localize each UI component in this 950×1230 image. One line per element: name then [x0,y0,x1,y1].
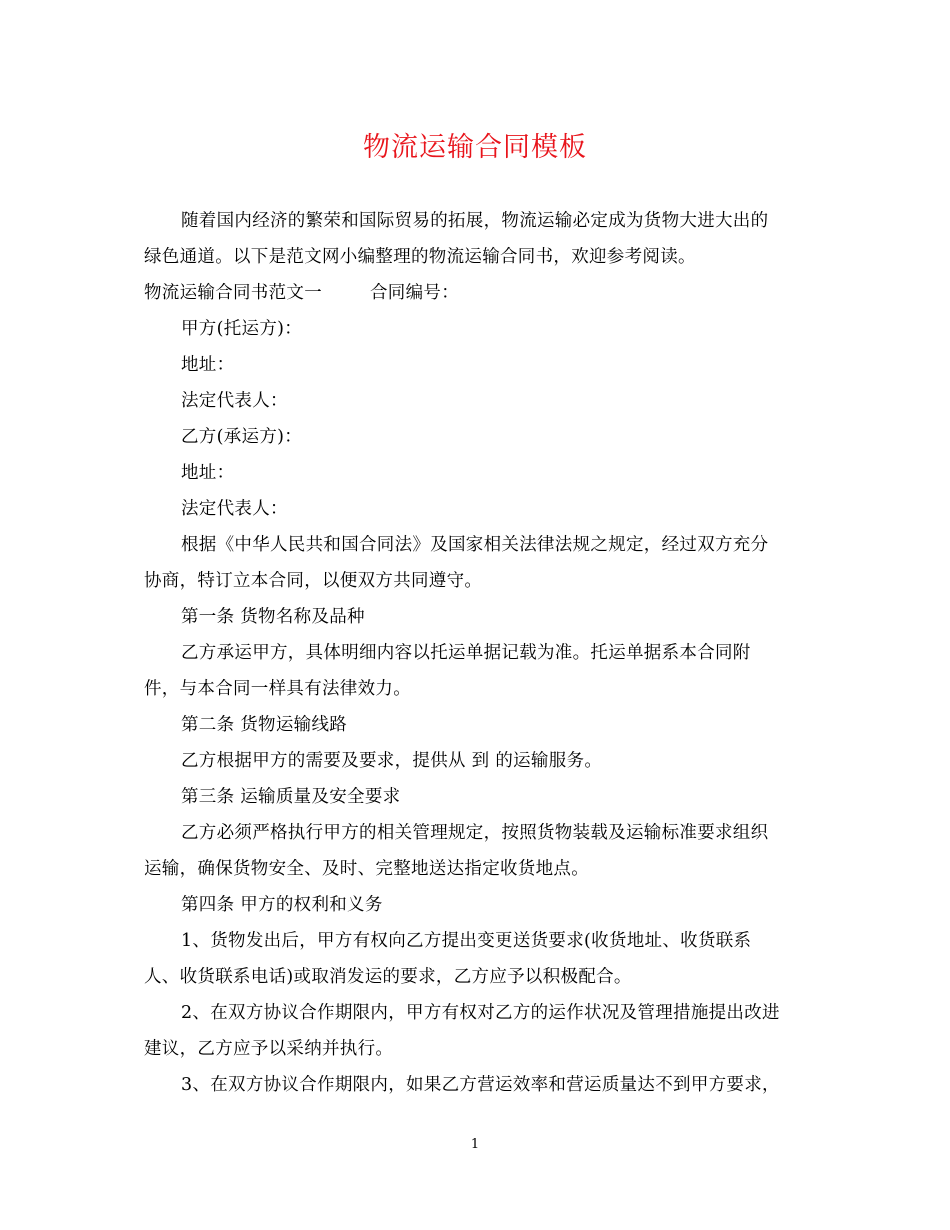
article-4-item-1-line-2: 人、收货联系电话)或取消发运的要求，乙方应予以积极配合。 [144,967,632,987]
article-3-line-2: 运输，确保货物安全、及时、完整地送达指定收货地点。 [144,859,589,879]
article-2-line-1: 乙方根据甲方的需要及要求，提供从 到 的运输服务。 [181,751,603,771]
article-3-heading: 第三条 运输质量及安全要求 [181,787,401,807]
article-4-item-2-line-1: 2、在双方协议合作期限内，甲方有权对乙方的运作状况及管理措施提出改进 [181,1003,780,1023]
sample-heading: 物流运输合同书范文一 [144,283,322,303]
party-b-representative: 法定代表人： [181,499,288,519]
party-b-address: 地址： [181,463,235,483]
party-a: 甲方(托运方)： [181,319,303,339]
article-4-heading: 第四条 甲方的权利和义务 [181,895,383,915]
article-2-heading: 第二条 货物运输线路 [181,715,348,735]
article-4-item-1-line-1: 1、货物发出后，甲方有权向乙方提出变更送货要求(收货地址、收货联系 [181,931,752,951]
article-3-line-1: 乙方必须严格执行甲方的相关管理规定，按照货物装载及运输标准要求组织 [181,823,769,843]
sample-heading-line [144,275,814,311]
party-b: 乙方(承运方)： [181,427,303,447]
document-title: 物流运输合同模板 [363,132,587,163]
party-a-representative: 法定代表人： [181,391,288,411]
intro-line-1: 随着国内经济的繁荣和国际贸易的拓展，物流运输必定成为货物大进大出的 [181,211,769,231]
basis-line-2: 协商，特订立本合同，以便双方共同遵守。 [144,571,483,591]
article-1-heading: 第一条 货物名称及品种 [181,607,365,627]
article-1-line-1: 乙方承运甲方，具体明细内容以托运单据记载为准。托运单据系本合同附 [181,643,751,663]
document-body [144,203,814,1103]
basis-line-1: 根据《中华人民共和国合同法》及国家相关法律法规之规定，经过双方充分 [181,535,769,555]
contract-number-label: 合同编号： [370,283,459,303]
article-4-item-3-line-1: 3、在双方协议合作期限内，如果乙方营运效率和营运质量达不到甲方要求， [181,1075,780,1095]
party-a-address: 地址： [181,355,235,375]
page-number: 1 [470,1137,480,1152]
article-4-item-2-line-2: 建议，乙方应予以采纳并执行。 [144,1039,394,1059]
intro-line-2: 绿色通道。以下是范文网小编整理的物流运输合同书，欢迎参考阅读。 [144,247,696,267]
article-1-line-2: 件，与本合同一样具有法律效力。 [144,679,411,699]
